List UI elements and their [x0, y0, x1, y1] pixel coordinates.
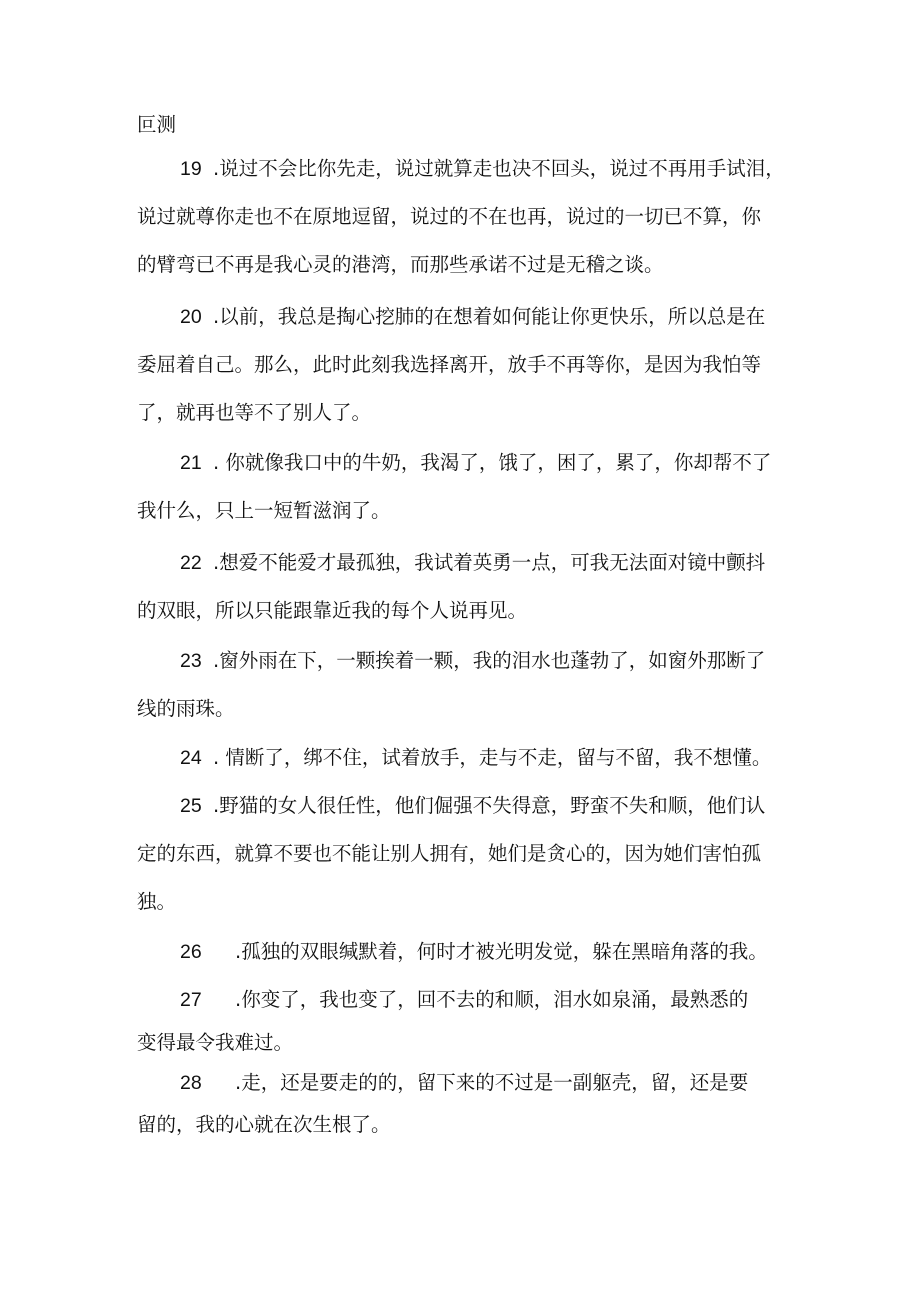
entry-text: .以前，我总是掏心挖肺的在想着如何能让你更快乐，所以总是在: [213, 305, 766, 328]
entry-25-line-1: [180, 789, 765, 823]
entry-28-line-1: [180, 1066, 748, 1100]
entry-27-line-1: [180, 983, 748, 1017]
entry-number: 24: [180, 747, 202, 769]
entry-number: 21: [180, 452, 202, 474]
entry-19-line-3: 的臂弯已不再是我心灵的港湾，而那些承诺不过是无稽之谈。: [137, 253, 664, 276]
entry-text: .野猫的女人很任性，他们倔强不失得意，野蛮不失和顺，他们认: [213, 794, 766, 817]
entry-19-line-1: [180, 152, 785, 186]
entry-text: .想爱不能爱才最孤独，我试着英勇一点，可我无法面对镜中颤抖: [213, 551, 766, 574]
entry-number: 26: [180, 941, 202, 963]
entry-number: 19: [180, 158, 202, 180]
entry-23-line-2: 线的雨珠。: [137, 697, 235, 720]
entry-number: 23: [180, 650, 202, 672]
entry-20-line-3: 了，就再也等不了别人了。: [137, 401, 372, 424]
entry-number: 20: [180, 306, 202, 328]
header-fragment: 叵测: [137, 113, 177, 136]
entry-23-line-1: [180, 644, 765, 678]
entry-text: .窗外雨在下，一颗挨着一颗，我的泪水也蓬勃了，如窗外那断了: [213, 649, 766, 672]
entry-27-line-2: 变得最令我难过。: [137, 1031, 294, 1054]
entry-text: . 你就像我口中的牛奶，我渴了，饿了，困了，累了，你却帮不了: [213, 451, 772, 474]
entry-number: 22: [180, 552, 202, 574]
entry-text: .走，还是要走的的，留下来的不过是一副躯壳，留，还是要: [235, 1071, 749, 1094]
entry-20-line-2: 委屈着自己。那么，此时此刻我选择离开，放手不再等你，是因为我怕等: [137, 353, 762, 376]
entry-19-line-2: 说过就尊你走也不在原地逗留，说过的不在也再，说过的一切已不算，你: [137, 205, 762, 228]
entry-25-line-2: 定的东西，就算不要也不能让别人拥有，她们是贪心的，因为她们害怕孤: [137, 842, 762, 865]
entry-25-line-3: 独。: [137, 890, 177, 913]
entry-28-line-2: 留的，我的心就在次生根了。: [137, 1113, 391, 1136]
entry-20-line-1: [180, 300, 765, 334]
entry-21-line-2: 我什么，只上一短暂滋润了。: [137, 499, 391, 522]
entry-text: .说过不会比你先走，说过就算走也决不回头，说过不再用手试泪，: [213, 157, 785, 180]
entry-number: 28: [180, 1072, 202, 1094]
entry-22-line-1: [180, 546, 765, 580]
entry-24-line-1: [180, 741, 771, 775]
entry-text: . 情断了，绑不住，试着放手，走与不走，留与不留，我不想懂。: [213, 746, 772, 769]
entry-text: .孤独的双眼缄默着，何时才被光明发觉，躲在黑暗角落的我。: [235, 940, 768, 963]
entry-text: .你变了，我也变了，回不去的和顺，泪水如泉涌，最熟悉的: [235, 988, 749, 1011]
entry-26-line-1: [180, 935, 768, 969]
entry-21-line-1: [180, 446, 771, 480]
entry-number: 25: [180, 795, 202, 817]
entry-22-line-2: 的双眼，所以只能跟靠近我的每个人说再见。: [137, 599, 528, 622]
entry-number: 27: [180, 989, 202, 1011]
